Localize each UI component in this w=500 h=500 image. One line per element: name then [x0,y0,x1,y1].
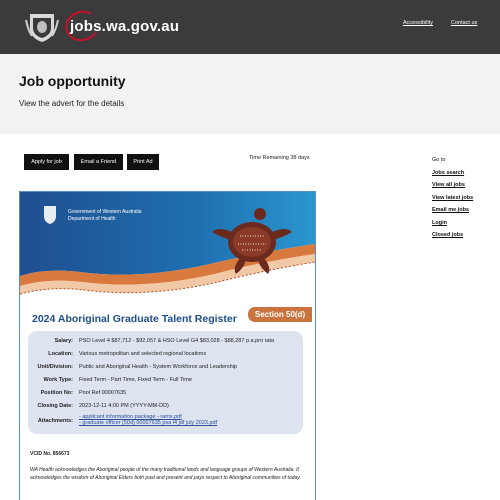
jobs-wa-logo[interactable] [66,12,180,40]
closing-value: 2023-12-11 4:00 PM (YYYY-MM-DD) [79,403,169,409]
job-advert [19,191,316,500]
page-hero [0,54,500,134]
sidebar-link-email-me[interactable]: Email me jobs [432,207,469,213]
salary-label: Salary: [54,338,73,344]
gov-branding [68,209,142,223]
sidebar-link-view-latest[interactable]: View latest jobs [432,195,474,201]
gov-crest-icon [44,206,56,224]
page-title: Job opportunity [19,73,126,89]
unit-value: Public and Aboriginal Health - System Workforce and Leadership [79,364,237,370]
gov-line1: Government of Western Australia [68,209,142,215]
apply-button[interactable]: Apply for job [24,154,69,170]
attachments-label: Attachments: [37,418,73,424]
salary-value: PSO Level 4 $87,712 - $92,057 & HSO Level G4 $83,028 - $88,287 p.a.pro rata [79,338,275,344]
sidebar-link-view-all[interactable]: View all jobs [432,182,465,188]
sidebar-link-closed-jobs[interactable]: Closed jobs [432,232,464,238]
contact-link[interactable]: Contact us [451,20,478,26]
logo-text: jobs.wa.gov.au [70,17,180,35]
sidebar-link-jobs-search[interactable]: Jobs search [432,170,465,176]
vcid-number: VCID No. 856673 [30,451,70,457]
position-label: Position No: [40,390,73,396]
unit-label: Unit/Division: [37,364,73,370]
location-value: Various metropolitan and selected regional locations [79,351,207,357]
section-tag: Section 50(d) [248,307,312,322]
job-details-panel [28,331,303,434]
attachments-list [79,414,301,426]
print-ad-button[interactable]: Print Ad [127,154,159,170]
accessibility-link[interactable]: Accessibility [403,20,433,26]
attachment-link-1[interactable]: - applicant information package - rams.pdf [79,414,182,420]
worktype-value: Fixed Term - Part Time, Fixed Term - Full Time [79,377,192,383]
position-value: Pool Ref 00007635 [79,390,127,396]
closing-label: Closing Date: [37,403,73,409]
page-subtitle: View the advert for the details [19,99,125,108]
gov-line2: Department of Health [68,216,116,222]
location-label: Location: [48,351,73,357]
worktype-label: Work Type: [43,377,73,383]
advert-title: 2024 Aboriginal Graduate Talent Register [32,313,237,325]
top-bar [0,0,500,54]
attachment-link-2[interactable]: - graduate officer (50d) 00007635 psa l4 jdf july 2023.pdf [79,420,218,426]
time-remaining: Time Remaining 38 days [249,155,310,161]
sidebar-link-login[interactable]: Login [432,220,447,226]
acknowledgement-text: WA Health acknowledges the Aboriginal people of the many traditional lands and language groups of Western Australia. It acknowledges the wisdom of Aboriginal Elders both past and present and pays respect to Aboriginal communities of today. [30,467,301,481]
wa-crest-icon[interactable] [24,10,60,44]
goto-heading: Go to [432,157,446,163]
email-friend-button[interactable]: Email a Friend [74,154,123,170]
advert-banner [20,192,315,312]
